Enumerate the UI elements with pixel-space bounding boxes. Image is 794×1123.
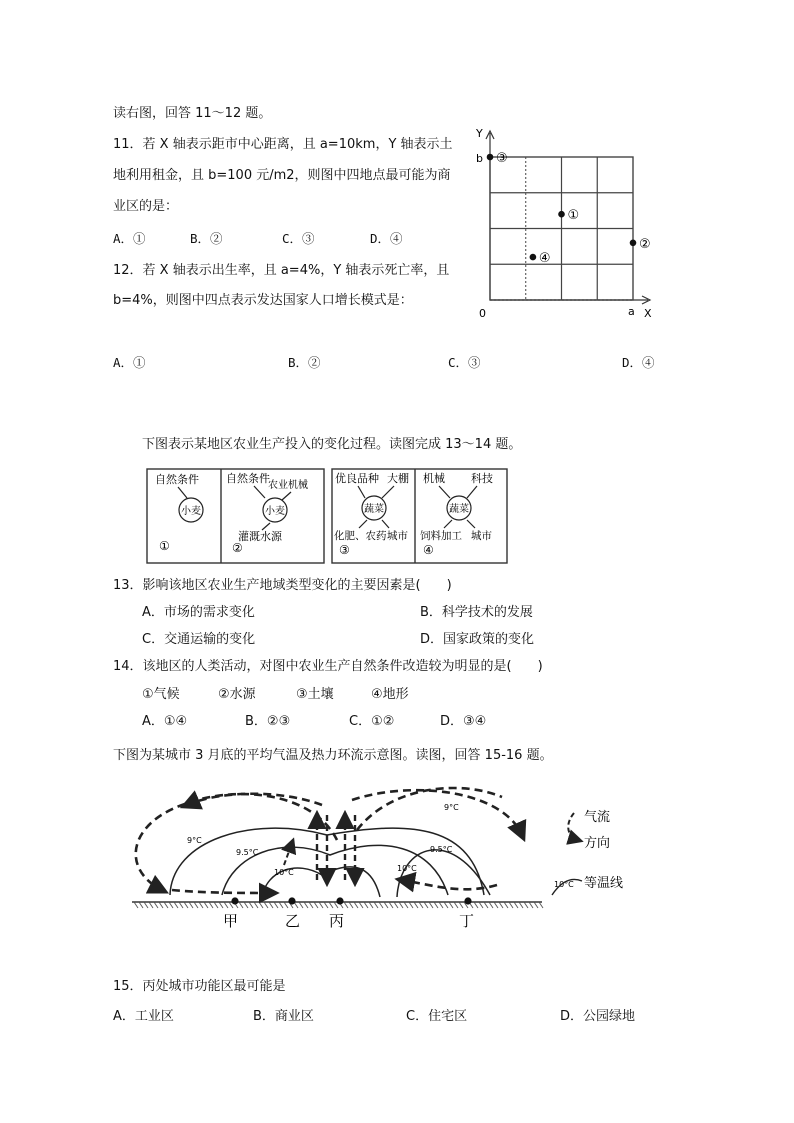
q11-option-b[interactable]: B．②	[190, 231, 223, 246]
isotherm-label-6: 10°C	[397, 864, 417, 873]
grid-chart	[470, 125, 670, 325]
b-label: b	[476, 152, 483, 165]
q11-line1: 11．若 X 轴表示距市中心距离，且 a=10km，Y 轴表示土	[113, 137, 453, 152]
panel4-input-2: 科技	[471, 472, 493, 485]
panel4-input-1: 机械	[423, 472, 445, 485]
panel2-number: ②	[232, 541, 243, 555]
q13-option-d[interactable]: D．国家政策的变化	[420, 632, 535, 647]
panel3-input-1: 优良品种	[335, 472, 379, 485]
q11-option-a[interactable]: A．①	[113, 231, 146, 246]
place-label-yi: 乙	[285, 912, 301, 930]
isotherm-label-3: 9.5°C	[236, 848, 259, 857]
q15-option-b[interactable]: B．商业区	[253, 1009, 314, 1024]
a-label: a	[628, 305, 635, 318]
q11-option-c[interactable]: C．③	[282, 231, 315, 246]
q15-option-a[interactable]: A．工业区	[113, 1009, 174, 1024]
q12-line1: 12．若 X 轴表示出生率，且 a=4%，Y 轴表示死亡率，且	[113, 263, 450, 278]
q14-option-b[interactable]: B．②③	[245, 714, 291, 729]
q14-item-4: ④地形	[371, 687, 409, 702]
q12-option-a[interactable]: A．①	[113, 355, 146, 370]
grid-point-4	[530, 254, 537, 261]
place-label-jia: 甲	[223, 912, 239, 930]
q12-option-c[interactable]: C．③	[448, 355, 481, 370]
panel3-input-4: 城市	[387, 530, 408, 542]
isotherm-label-1: 9°C	[187, 836, 202, 845]
panel4-input-4: 城市	[471, 530, 492, 542]
panel1-number: ①	[159, 539, 170, 553]
panel3-input-3: 化肥、农药	[334, 530, 387, 542]
point-yi	[288, 897, 295, 904]
q11-option-d[interactable]: D．④	[370, 231, 403, 246]
q14-stem: 14．该地区的人类活动，对图中农业生产自然条件改造较为明显的是( )	[113, 659, 543, 674]
panel2-center: 小麦	[265, 506, 285, 517]
q12-line2: b=4%，则图中四点表示发达国家人口增长模式是：	[113, 293, 413, 308]
point-jia	[231, 897, 238, 904]
q11-line3: 业区的是：	[113, 199, 179, 214]
q12-option-b[interactable]: B．②	[288, 355, 321, 370]
q14-option-a[interactable]: A．①④	[142, 714, 188, 729]
grid-point-1	[558, 211, 565, 218]
q13-stem: 13．影响该地区农业生产地域类型变化的主要因素是( )	[113, 578, 452, 593]
q15-option-d[interactable]: D．公园绿地	[560, 1009, 636, 1024]
grid-point-label-3: ③	[496, 151, 508, 166]
q11-line2: 地利用租金，且 b=100 元/m2，则图中四地点最可能为商	[113, 168, 451, 183]
q14-option-d[interactable]: D．③④	[440, 714, 487, 729]
origin-label: 0	[479, 307, 486, 320]
panel3-number: ③	[339, 543, 350, 557]
q13-option-b[interactable]: B．科学技术的发展	[420, 605, 533, 620]
grid-point-label-2: ②	[639, 236, 651, 252]
legend-flow-label-2: 方向	[584, 836, 611, 851]
grid-point-2	[630, 240, 637, 247]
q14-item-1: ①气候	[142, 687, 180, 702]
point-ding	[464, 897, 471, 904]
q14-item-2: ②水源	[218, 687, 256, 702]
panel1-center: 小麦	[181, 506, 201, 517]
place-label-bing: 丙	[329, 912, 345, 930]
panel3-center: 蔬菜	[364, 504, 384, 515]
panel3-input-2: 大棚	[387, 472, 409, 485]
q15-option-c[interactable]: C．住宅区	[406, 1009, 468, 1024]
isotherm-label-4: 9.5°C	[430, 845, 453, 854]
grid-point-label-1: ①	[567, 208, 580, 224]
thermal-circulation-diagram	[112, 785, 632, 935]
q13-option-a[interactable]: A．市场的需求变化	[142, 605, 255, 620]
q15-stem: 15．丙处城市功能区最可能是	[113, 979, 286, 994]
panel1-input-1: 自然条件	[155, 473, 199, 486]
q14-option-c[interactable]: C．①②	[349, 714, 395, 729]
legend-flow-label-1: 气流	[584, 810, 611, 825]
intro-text: 读右图，回答 11～12 题。	[113, 106, 272, 121]
grid-point-3	[487, 154, 494, 161]
panel4-input-3: 饲料加工	[420, 530, 462, 542]
panel4-number: ④	[423, 543, 434, 557]
grid-point-label-4: ④	[538, 251, 551, 267]
legend-isotherm-value: 10°C	[554, 880, 574, 889]
place-label-ding: 丁	[459, 912, 475, 930]
panel2-input-1: 自然条件	[226, 472, 270, 485]
agriculture-input-diagram	[146, 468, 508, 564]
intro3-text: 下图为某城市 3 月底的平均气温及热力环流示意图。读图，回答 15-16 题。	[113, 748, 553, 763]
isotherm-label-2: 9°C	[444, 803, 459, 812]
isotherm-label-5: 10°C	[274, 868, 294, 877]
legend-isotherm-label: 等温线	[584, 876, 624, 891]
intro2-text: 下图表示某地区农业生产投入的变化过程。读图完成 13～14 题。	[142, 437, 522, 452]
point-bing	[336, 897, 343, 904]
panel2-input-3: 灌溉水源	[238, 530, 282, 543]
q12-option-d[interactable]: D．④	[622, 355, 655, 370]
x-axis-label: X	[644, 307, 652, 320]
q13-option-c[interactable]: C．交通运输的变化	[142, 632, 256, 647]
q14-item-3: ③土壤	[296, 687, 334, 702]
panel2-input-2: 农业机械	[268, 480, 308, 491]
y-axis-label: Y	[476, 127, 483, 140]
panel4-center: 蔬菜	[449, 504, 469, 515]
